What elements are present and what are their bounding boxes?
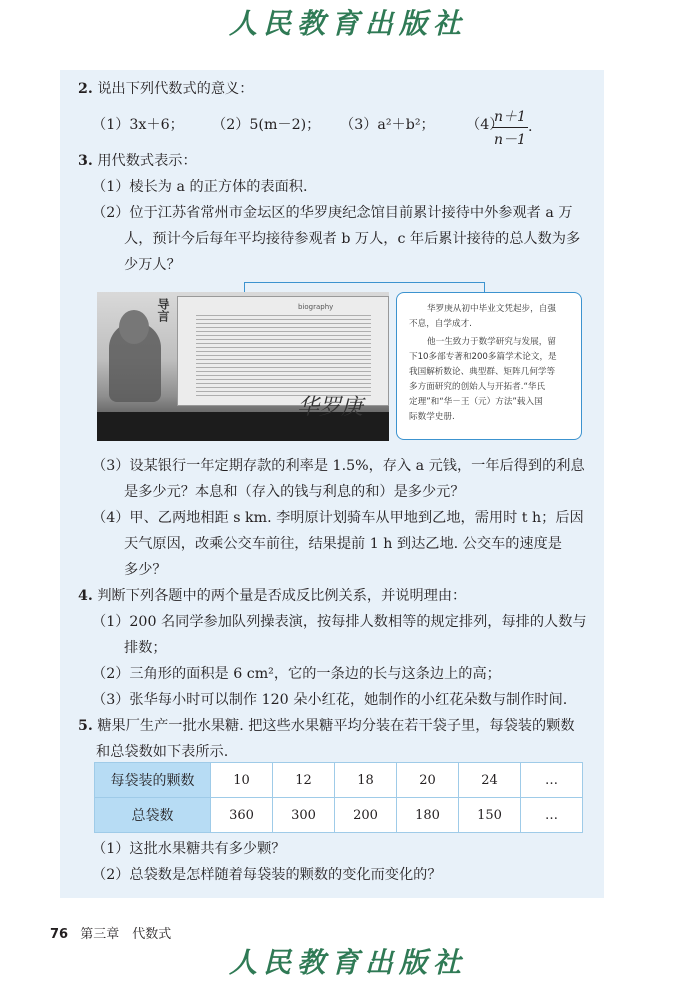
table-cell: 20 (397, 763, 459, 798)
signature: 华罗庚 (297, 395, 364, 420)
chapter-title: 第三章 代数式 (80, 927, 172, 942)
row-header-per-bag: 每袋装的颗数 (95, 763, 211, 798)
q2-fraction (492, 106, 528, 149)
q3-stem (78, 152, 197, 170)
table-cell: 180 (397, 798, 459, 833)
q3-part-2-line-3: 少万人？ (124, 257, 181, 273)
table-cell: 12 (273, 763, 335, 798)
biography-callout (396, 292, 582, 440)
table-cell: 360 (211, 798, 273, 833)
q3-part-2-line-2: 人，预计今后每年平均接待参观者 b 万人，c 年后累计接待的总人数为多 (124, 231, 581, 247)
callout-line-6: 多方面研究的创始人与开拓者.“华氏 (409, 382, 546, 392)
page-footer (50, 923, 171, 942)
q2-stem (78, 80, 253, 98)
q4-part-1-line-1: （1）200 名同学参加队列操表演，按每排人数相等的规定排列，每排的人数与 (92, 614, 587, 630)
q2-text: 说出下列代数式的意义： (97, 81, 254, 97)
table-cell: … (521, 763, 583, 798)
q5-part-1: （1）这批水果糖共有多少颗？ (92, 841, 286, 857)
callout-line-7: 定理”和“华－王（元）方法”载入国 (409, 397, 543, 407)
page-number: 76 (50, 927, 69, 942)
q3-part-3-line-1: （3）设某银行一年定期存款的利率是 1.5%，存入 a 元钱，一年后得到的利息 (92, 458, 585, 474)
callout-line-8: 际数学史册. (409, 412, 455, 422)
q2-item-3: （3）a²＋b²； (340, 117, 435, 133)
q2-item-1: （1）3x＋6； (92, 117, 184, 133)
memorial-photo (97, 292, 389, 441)
q5-text: 糖果厂生产一批水果糖. 把这些水果糖平均分装在若干袋子里，每袋装的颗数 (97, 718, 575, 734)
q2-number: 2. (78, 81, 93, 97)
candy-table (94, 762, 583, 833)
table-cell: … (521, 798, 583, 833)
q5-part-2: （2）总袋数是怎样随着每袋装的颗数的变化而变化的？ (92, 867, 442, 883)
board-title: biography (298, 303, 334, 311)
table-row (95, 798, 583, 833)
q5-number: 5. (78, 718, 93, 734)
q4-part-1-line-2: 排数； (124, 640, 167, 656)
q2-fraction-denominator: n－1 (494, 132, 526, 148)
publisher-logo-top: 人民教育出版社 (228, 7, 467, 40)
q2-item-2: （2）5(m－2)； (212, 117, 321, 133)
q4-part-3: （3）张华每小时可以制作 120 朵小红花，她制作的小红花朵数与制作时间. (92, 692, 568, 708)
row-header-total-bags: 总袋数 (95, 798, 211, 833)
callout-line-2: 不息，自学成才. (409, 319, 472, 329)
q3-part-2-line-1: （2）位于江苏省常州市金坛区的华罗庚纪念馆目前累计接待中外参观者 a 万 (92, 205, 573, 221)
portrait-head (119, 310, 149, 344)
q3-part-4-line-2: 天气原因，改乘公交车前往，结果提前 1 h 到达乙地. 公交车的速度是 (124, 536, 562, 552)
table-cell: 10 (211, 763, 273, 798)
callout-line-1: 华罗庚从初中毕业文凭起步，自强 (427, 304, 556, 314)
q4-part-2: （2）三角形的面积是 6 cm²，它的一条边的长与这条边上的高； (92, 666, 501, 682)
callout-line-4: 下10多部专著和200多篇学术论文，是 (409, 352, 557, 362)
table-cell: 300 (273, 798, 335, 833)
photo-heading: 导言 (156, 298, 170, 322)
q2-fraction-numerator: n＋1 (494, 109, 526, 125)
q4-number: 4. (78, 588, 93, 604)
callout-line-3: 他一生致力于数学研究与发展，留 (427, 337, 556, 347)
callout-line-5: 我国解析数论、典型群、矩阵几何学等 (409, 367, 556, 377)
q4-stem (78, 587, 466, 605)
table-row (95, 763, 583, 798)
q3-part-4-line-1: （4）甲、乙两地相距 s km. 李明原计划骑车从甲地到乙地，需用时 t h；后因 (92, 510, 584, 526)
q5-stem-line-2: 和总袋数如下表所示. (96, 744, 229, 760)
table-cell: 24 (459, 763, 521, 798)
q2-item-4: （4） (466, 117, 504, 133)
q3-part-4-line-3: 多少？ (124, 562, 167, 578)
table-cell: 150 (459, 798, 521, 833)
table-cell: 18 (335, 763, 397, 798)
q4-text: 判断下列各题中的两个量是否成反比例关系，并说明理由： (97, 588, 467, 604)
publisher-logo-bottom: 人民教育出版社 (228, 946, 467, 979)
board-text (196, 315, 371, 397)
q2-fraction-tail: . (528, 119, 533, 135)
q3-part-1: （1）棱长为 a 的正方体的表面积. (92, 179, 308, 195)
q3-number: 3. (78, 153, 93, 169)
q3-part-3-line-2: 是多少元？本息和（存入的钱与利息的和）是多少元？ (124, 484, 465, 500)
q5-stem-line-1 (78, 717, 575, 735)
q3-text: 用代数式表示： (97, 153, 197, 169)
table-cell: 200 (335, 798, 397, 833)
